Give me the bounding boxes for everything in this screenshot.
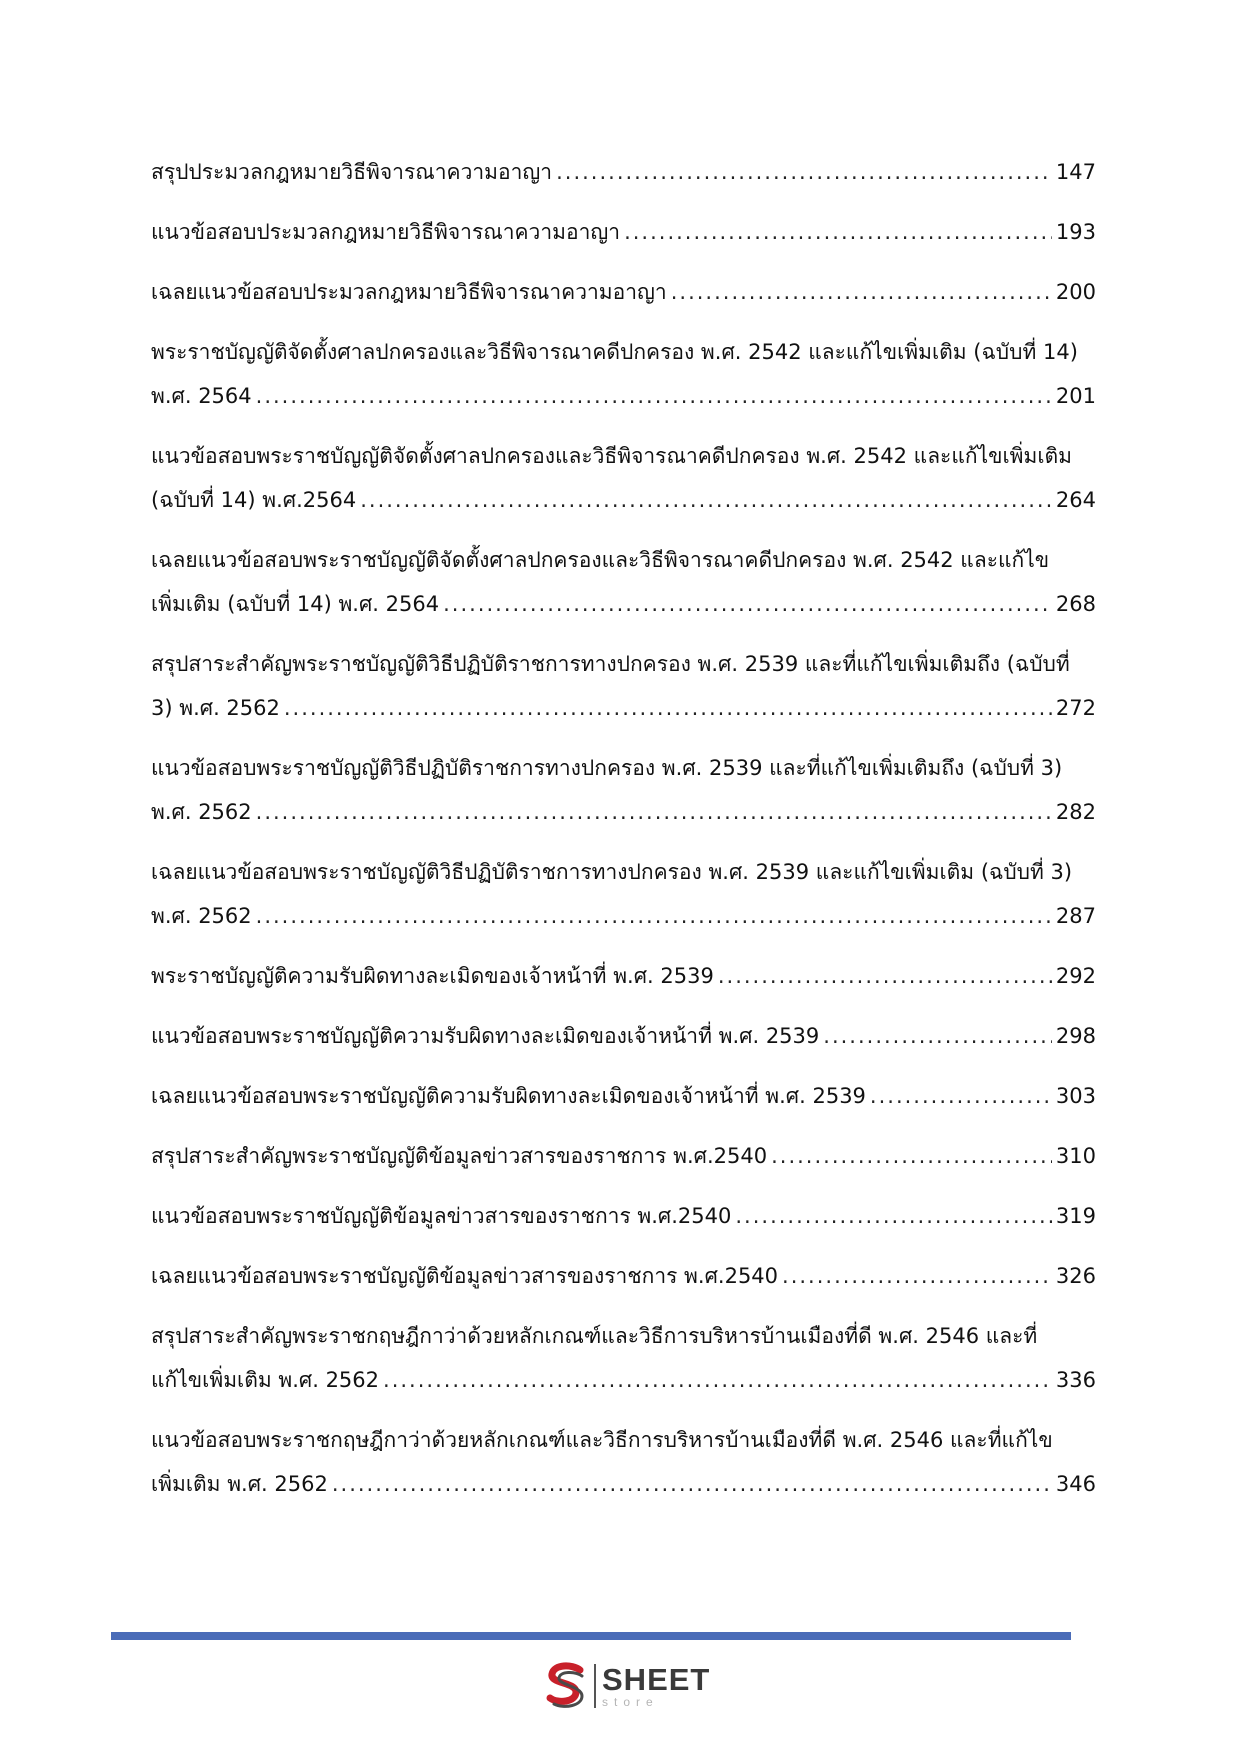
toc-dot-leader bbox=[718, 954, 1052, 998]
logo-text bbox=[602, 1664, 710, 1708]
toc-page-number: 268 bbox=[1055, 592, 1096, 616]
toc-page-number: 303 bbox=[1055, 1084, 1096, 1108]
toc-dot-leader bbox=[256, 374, 1052, 418]
toc-dot-leader bbox=[256, 894, 1052, 938]
toc-entry-leader-row bbox=[151, 150, 1096, 194]
footer-divider-bar bbox=[111, 1632, 1071, 1640]
toc-entry bbox=[151, 210, 1096, 254]
toc-entry-title-line: เฉลยแนวข้อสอบพระราชบัญญัติข้อมูลข่าวสารของราชการ พ.ศ.2540 bbox=[151, 1264, 779, 1288]
toc-dot-leader bbox=[823, 1014, 1052, 1058]
toc-dot-leader bbox=[360, 478, 1052, 522]
toc-entry bbox=[151, 954, 1096, 998]
toc-page-number: 326 bbox=[1055, 1264, 1096, 1288]
toc-entry-leader-row bbox=[151, 894, 1096, 938]
toc-page-number: 193 bbox=[1055, 220, 1096, 244]
toc-page-number: 298 bbox=[1055, 1024, 1096, 1048]
toc-entry-leader-row bbox=[151, 1134, 1096, 1178]
toc-page-number: 336 bbox=[1055, 1368, 1096, 1392]
sheet-store-logo bbox=[542, 1658, 710, 1714]
toc-dot-leader bbox=[256, 790, 1052, 834]
toc-entry bbox=[151, 1194, 1096, 1238]
logo-word: SHEET bbox=[602, 1662, 711, 1697]
toc-page-number: 282 bbox=[1055, 800, 1096, 824]
toc-entry-title-line: พระราชบัญญัติความรับผิดทางละเมิดของเจ้าหน้าที่ พ.ศ. 2539 bbox=[151, 964, 714, 988]
toc-entry-title-line: สรุปประมวลกฎหมายวิธีพิจารณาความอาญา bbox=[151, 160, 553, 184]
toc-dot-leader bbox=[671, 270, 1052, 314]
toc-entry bbox=[151, 1014, 1096, 1058]
toc-dot-leader bbox=[771, 1134, 1052, 1178]
toc-entry bbox=[151, 850, 1096, 938]
toc-entry-leader-row bbox=[151, 1014, 1096, 1058]
toc-page-number: 200 bbox=[1055, 280, 1096, 304]
toc-entry-title-line: เฉลยแนวข้อสอบพระราชบัญญัติความรับผิดทางละเมิดของเจ้าหน้าที่ พ.ศ. 2539 bbox=[151, 1084, 866, 1108]
toc-entry-title-line: พ.ศ. 2562 bbox=[151, 800, 252, 824]
toc-entry bbox=[151, 150, 1096, 194]
toc-entry-title-line: 3) พ.ศ. 2562 bbox=[151, 696, 280, 720]
toc-entry-title-line: เพิ่มเติม (ฉบับที่ 14) พ.ศ. 2564 bbox=[151, 592, 440, 616]
toc-entry-leader-row bbox=[151, 1074, 1096, 1118]
toc-entry-title-line: แนวข้อสอบพระราชบัญญัติวิธีปฏิบัติราชการทางปกครอง พ.ศ. 2539 และที่แก้ไขเพิ่มเติมถึง (ฉบับที่ 3) bbox=[151, 756, 1063, 780]
toc-entry-title-line: สรุปสาระสำคัญพระราชบัญญัติข้อมูลข่าวสารของราชการ พ.ศ.2540 bbox=[151, 1144, 768, 1168]
toc-dot-leader bbox=[556, 150, 1052, 194]
toc-entry-leader-row bbox=[151, 790, 1096, 834]
toc-entry bbox=[151, 538, 1096, 626]
toc-entry bbox=[151, 746, 1096, 834]
toc-dot-leader bbox=[870, 1074, 1052, 1118]
toc-entry-title-line: เพิ่มเติม พ.ศ. 2562 bbox=[151, 1472, 328, 1496]
toc-entry-leader-row bbox=[151, 686, 1096, 730]
toc-entry-leader-row bbox=[151, 582, 1096, 626]
toc-entry bbox=[151, 1254, 1096, 1298]
toc-entry-title-line: พ.ศ. 2562 bbox=[151, 904, 252, 928]
toc-dot-leader bbox=[284, 686, 1052, 730]
toc-entry-title-line: แนวข้อสอบพระราชบัญญัติความรับผิดทางละเมิดของเจ้าหน้าที่ พ.ศ. 2539 bbox=[151, 1024, 820, 1048]
toc-entry bbox=[151, 1418, 1096, 1506]
toc-entry-title-line: พ.ศ. 2564 bbox=[151, 384, 252, 408]
toc-entry-leader-row bbox=[151, 954, 1096, 998]
toc-page-number: 346 bbox=[1055, 1472, 1096, 1496]
toc-entry-leader-row bbox=[151, 478, 1096, 522]
toc-page-number: 319 bbox=[1055, 1204, 1096, 1228]
toc-page-number: 201 bbox=[1055, 384, 1096, 408]
toc-entry-title-line: สรุปสาระสำคัญพระราชกฤษฎีกาว่าด้วยหลักเกณฑ์และวิธีการบริหารบ้านเมืองที่ดี พ.ศ. 2546 และที่ bbox=[151, 1324, 1038, 1348]
toc-dot-leader bbox=[735, 1194, 1052, 1238]
toc-page-number: 272 bbox=[1055, 696, 1096, 720]
toc-dot-leader bbox=[383, 1358, 1052, 1402]
logo-divider bbox=[594, 1664, 596, 1708]
toc-entry bbox=[151, 1314, 1096, 1402]
toc-entry-leader-row bbox=[151, 374, 1096, 418]
toc-entry-title-line: เฉลยแนวข้อสอบพระราชบัญญัติจัดตั้งศาลปกครองและวิธีพิจารณาคดีปกครอง พ.ศ. 2542 และแก้ไข bbox=[151, 548, 1050, 572]
toc-entry-leader-row bbox=[151, 1254, 1096, 1298]
toc-page-number: 264 bbox=[1055, 488, 1096, 512]
toc-entry-title-line: แนวข้อสอบพระราชกฤษฎีกาว่าด้วยหลักเกณฑ์และวิธีการบริหารบ้านเมืองที่ดี พ.ศ. 2546 และที่แก้ไข bbox=[151, 1428, 1053, 1452]
toc-entry-leader-row bbox=[151, 270, 1096, 314]
toc-dot-leader bbox=[443, 582, 1052, 626]
toc-entry-title-line: แนวข้อสอบพระราชบัญญัติจัดตั้งศาลปกครองและวิธีพิจารณาคดีปกครอง พ.ศ. 2542 และแก้ไขเพิ่มเติม bbox=[151, 444, 1073, 468]
toc-entry bbox=[151, 434, 1096, 522]
toc-page-number: 287 bbox=[1055, 904, 1096, 928]
toc-dot-leader bbox=[782, 1254, 1052, 1298]
toc-entry-title-line: สรุปสาระสำคัญพระราชบัญญัติวิธีปฏิบัติราชการทางปกครอง พ.ศ. 2539 และที่แก้ไขเพิ่มเติมถึง (ฉบับที่ bbox=[151, 652, 1070, 676]
toc-entry-leader-row bbox=[151, 210, 1096, 254]
toc-entry-title-line: (ฉบับที่ 14) พ.ศ.2564 bbox=[151, 488, 357, 512]
table-of-contents bbox=[151, 150, 1096, 1522]
toc-entry-leader-row bbox=[151, 1194, 1096, 1238]
toc-entry-leader-row bbox=[151, 1462, 1096, 1506]
logo-subword: store bbox=[602, 1695, 659, 1709]
toc-entry-title-line: เฉลยแนวข้อสอบประมวลกฎหมายวิธีพิจารณาความอาญา bbox=[151, 280, 667, 304]
toc-entry bbox=[151, 1074, 1096, 1118]
toc-entry-title-line: แนวข้อสอบประมวลกฎหมายวิธีพิจารณาความอาญา bbox=[151, 220, 621, 244]
toc-entry bbox=[151, 642, 1096, 730]
toc-dot-leader bbox=[624, 210, 1052, 254]
toc-page-number: 147 bbox=[1055, 160, 1096, 184]
toc-entry bbox=[151, 1134, 1096, 1178]
toc-entry-title-line: แก้ไขเพิ่มเติม พ.ศ. 2562 bbox=[151, 1368, 380, 1392]
toc-dot-leader bbox=[332, 1462, 1052, 1506]
toc-entry-leader-row bbox=[151, 1358, 1096, 1402]
toc-page-number: 310 bbox=[1055, 1144, 1096, 1168]
toc-entry bbox=[151, 330, 1096, 418]
toc-entry-title-line: พระราชบัญญัติจัดตั้งศาลปกครองและวิธีพิจารณาคดีปกครอง พ.ศ. 2542 และแก้ไขเพิ่มเติม (ฉบับที่ 14) bbox=[151, 340, 1078, 364]
toc-entry bbox=[151, 270, 1096, 314]
toc-entry-title-line: แนวข้อสอบพระราชบัญญัติข้อมูลข่าวสารของราชการ พ.ศ.2540 bbox=[151, 1204, 732, 1228]
toc-page-number: 292 bbox=[1055, 964, 1096, 988]
toc-entry-title-line: เฉลยแนวข้อสอบพระราชบัญญัติวิธีปฏิบัติราชการทางปกครอง พ.ศ. 2539 และแก้ไขเพิ่มเติม (ฉบับที่ 3) bbox=[151, 860, 1073, 884]
sheet-store-logo-icon bbox=[542, 1660, 590, 1712]
